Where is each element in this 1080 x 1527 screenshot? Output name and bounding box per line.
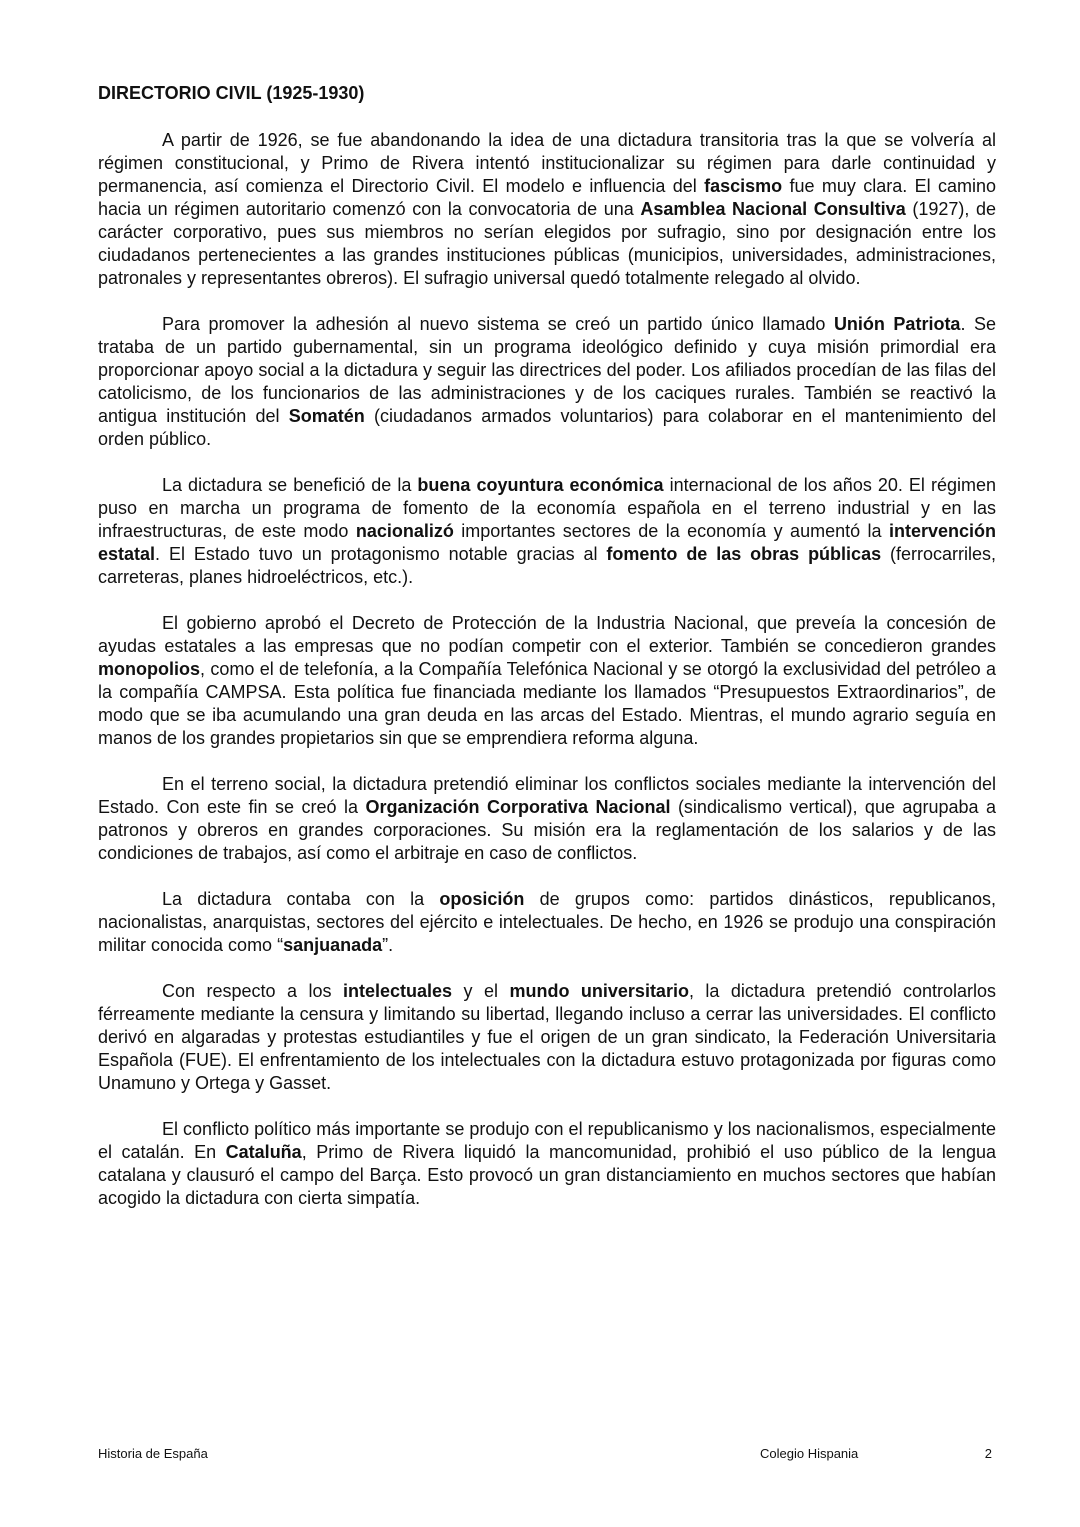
text-run: y el [452, 981, 510, 1001]
paragraph [98, 888, 996, 957]
text-run: Con respecto a los [162, 981, 343, 1001]
text-run: . El Estado tuvo un protagonismo notable gracias al [155, 544, 607, 564]
bold-term: fascismo [704, 176, 783, 196]
text-run: (1927), de carácter corporativo, pues sus miembros no serían elegidos por sufragio, sino por designación entre los ciudadanos pertenecientes a las grandes instituciones públicas (municipios, universidades, administraciones, patronales y representantes obreros). El sufragio universal quedó totalmente relegado al olvido. [98, 199, 996, 288]
footer-subject: Historia de España [98, 1446, 208, 1461]
page-footer [98, 1446, 996, 1466]
text-run: (sindicalismo vertical), que agrupaba a patronos y obreros en grandes corporaciones. Su misión era la reglamentación de los salarios y de las condiciones de trabajos, así como el arbitraje en caso de conflictos. [98, 797, 996, 863]
bold-term: Asamblea Nacional Consultiva [640, 199, 906, 219]
text-run: internacional de los años 20. El régimen puso en marcha un programa de fomento de la economía española en el terreno industrial y en las infraestructuras, de este modo [98, 475, 997, 541]
section-title: DIRECTORIO CIVIL (1925-1930) [98, 83, 365, 103]
bold-term: nacionalizó [355, 521, 454, 541]
paragraph [98, 474, 996, 589]
text-run: La dictadura contaba con la [162, 889, 440, 909]
document-page [98, 80, 996, 1233]
bold-term: sanjuanada [283, 935, 383, 955]
footer-school: Colegio Hispania [760, 1446, 859, 1461]
text-run: , la dictadura pretendió controlarlos férreamente mediante la censura y limitando su libertad, llegando incluso a cerrar las universidades. El conflicto derivó en algaradas y protestas estudiantiles y fue el origen de un gran sindicato, la Federación Universitaria Española (FUE). El enfrentamiento de los intelectuales con la dictadura estuvo protagonizada por figuras como Unamuno y Ortega y Gasset. [98, 981, 996, 1093]
bold-term: mundo universitario [509, 981, 689, 1001]
paragraph [98, 1118, 996, 1210]
bold-term: Unión Patriota [833, 314, 961, 334]
bold-term: monopolios [98, 659, 200, 679]
text-run: de grupos como: partidos dinásticos, republicanos, nacionalistas, anarquistas, sectores del ejército e intelectuales. De hecho, en 1926 se produjo una conspiración militar conocida como “ [98, 889, 996, 955]
bold-term: intervención estatal [98, 521, 997, 564]
bold-term: buena coyuntura económica [417, 475, 664, 495]
bold-term: oposición [439, 889, 525, 909]
text-run: (ferrocarriles, carreteras, planes hidroeléctricos, etc.). [98, 544, 997, 587]
text-run: (ciudadanos armados voluntarios) para colaborar en el mantenimiento del orden público. [98, 406, 996, 449]
text-run: , como el de telefonía, a la Compañía Telefónica Nacional y se otorgó la exclusividad del petróleo a la compañía CAMPSA. Esta política fue financiada mediante los llamados “Presupuestos Extraordinarios”, de modo que se iba acumulando una gran deuda en las arcas del Estado. Mientras, el mundo agrario seguía en manos de los grandes propietarios sin que se emprendiera reforma alguna. [98, 659, 996, 748]
text-run: El gobierno aprobó el Decreto de Protección de la Industria Nacional, que preveía la concesión de ayudas estatales a las empresas que no podían competir con el exterior. También se concedieron grandes [98, 613, 996, 656]
paragraph [98, 313, 996, 451]
text-run: El conflicto político más importante se produjo con el republicanismo y los nacionalismos, especialmente el catalán. En [98, 1119, 996, 1162]
paragraph [98, 129, 996, 290]
text-run: Para promover la adhesión al nuevo sistema se creó un partido único llamado [162, 314, 834, 334]
bold-term: fomento de las obras públicas [606, 544, 882, 564]
page-number: 2 [984, 1446, 992, 1461]
bold-term: Somatén [288, 406, 365, 426]
text-run: . Se trataba de un partido gubernamental, sin un programa ideológico definido y cuya misión primordial era proporcionar apoyo social a la dictadura y seguir las directrices del poder. Los afiliados procedían de las filas del catolicismo, de los funcionarios de las administraciones y de los caciques rurales. También se reactivó la antigua institución del [98, 314, 996, 426]
text-run: En el terreno social, la dictadura pretendió eliminar los conflictos sociales mediante la intervención del Estado. Con este fin se creó la [98, 774, 996, 817]
text-run: , Primo de Rivera liquidó la mancomunidad, prohibió el uso público de la lengua catalana y clausuró el campo del Barça. Esto provocó un gran distanciamiento en muchos sectores que habían acogido la dictadura con cierta simpatía. [98, 1142, 996, 1208]
text-run: A partir de 1926, se fue abandonando la idea de una dictadura transitoria tras la que se volvería al régimen constitucional, y Primo de Rivera intentó institucionalizar su régimen para darle continuidad y permanencia, así comienza el Directorio Civil. El modelo e influencia del [98, 130, 996, 196]
paragraph [98, 612, 996, 750]
paragraph [98, 980, 996, 1095]
text-run: fue muy clara. El camino hacia un régimen autoritario comenzó con la convocatoria de una [98, 176, 996, 219]
text-run: La dictadura se benefició de la [162, 475, 418, 495]
bold-term: Cataluña [225, 1142, 302, 1162]
bold-term: Organización Corporativa Nacional [365, 797, 671, 817]
bold-term: intelectuales [342, 981, 453, 1001]
text-run: importantes sectores de la economía y aumentó la [453, 521, 889, 541]
body-text [98, 129, 996, 1210]
text-run: ”. [382, 935, 394, 955]
paragraph [98, 773, 996, 865]
